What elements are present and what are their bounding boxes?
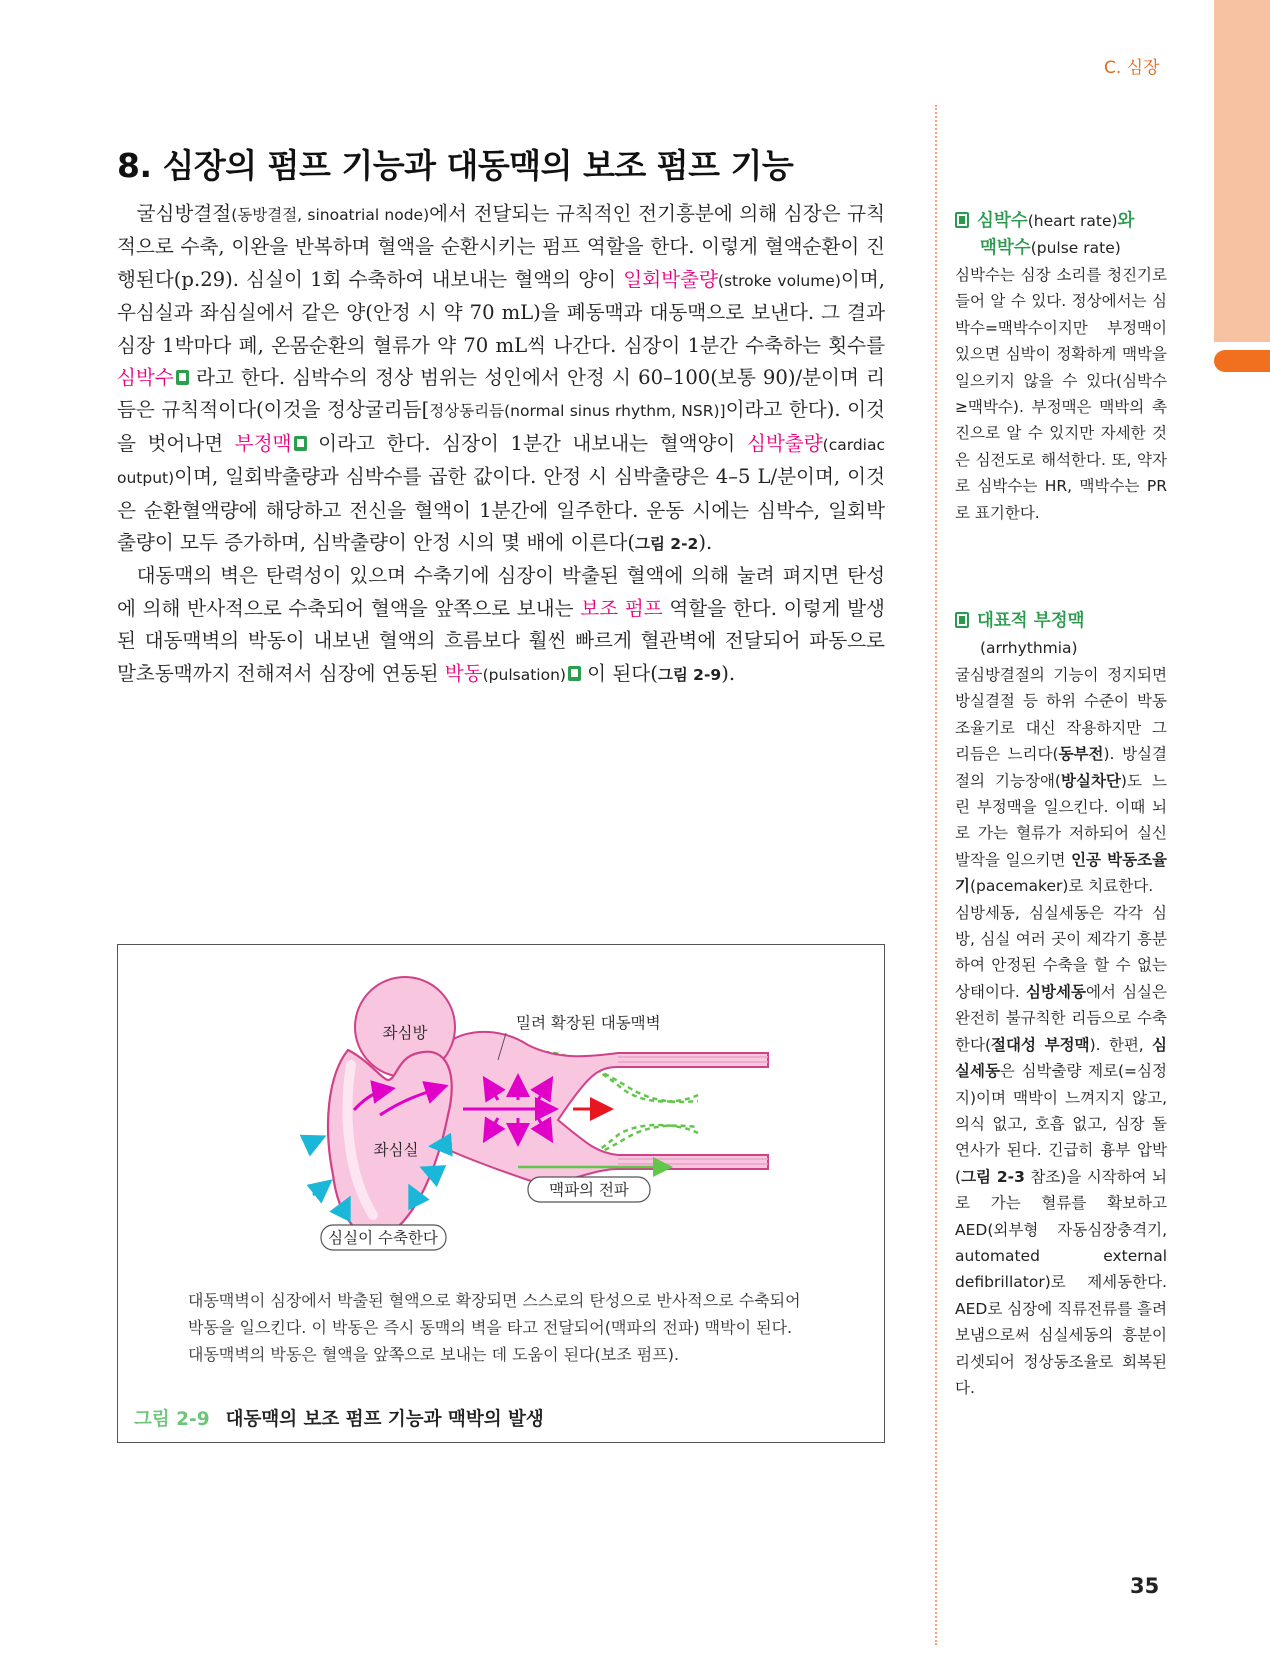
note-icon: [955, 212, 969, 228]
side-note-body: 심방세동, 심실세동은 각각 심방, 심실 여러 곳이 제각기 흥분하여 안정된 수축을 할 수 없는 상태이다. 심방세동에서 심실은 완전히 불규칙한 리듬으로 수축한다(절대성 부정맥). 한편, 심실세동은 심박출량 제로(=심정지)이며 맥박이 느껴지지 않고, 의식 없고, 호흡 없고, 심장 돌연사가 된다. 긴급히 흉부 압박(그림 2-3 참조)을 시작하여 뇌로 가는 혈류를 확보하고 AED(외부형 자동심장충격기, automated external defibrillator)로 제세동한다. AED로 심장에 직류전류를 흘려보냄으로써 심실세동의 흥분이 리셋되어 정상동조율로 회복된다.: [955, 903, 1168, 1397]
label-pulse-wave: 맥파의 전파: [549, 1181, 629, 1199]
main-body-text: [117, 198, 885, 691]
note-icon: [955, 612, 969, 628]
term-stroke-volume: 일회박출량: [623, 267, 718, 291]
figure-2-9: [117, 944, 885, 1443]
note-icon: [176, 370, 189, 385]
term-pulsation: 박동: [444, 661, 483, 685]
side-note-heart-rate: 심박수(heart rate)와 맥박수(pulse rate) 심박수는 심장 소리를 청진기로 들어 알 수 있다. 정상에서는 심박수=맥박수이지만 부정맥이 있으면 심박이 정확하게 맥박을 일으키지 않을 수 있다(심박수≥맥박수). 부정맥은 맥박의 촉진으로 알 수 있지만 자세한 것은 심전도로 해석한다. 또, 약자로 심박수는 HR, 맥박수는 PR로 표기한다.: [955, 208, 1167, 526]
figure-caption: 대동맥벽이 심장에서 박출된 혈액으로 확장되면 스스로의 탄성으로 반사적으로 수축되어 박동을 일으킨다. 이 박동은 즉시 동맥의 벽을 타고 전달되어(맥파의 전파) 맥박이 된다. 대동맥벽의 박동은 혈액을 앞쪽으로 보내는 데 도움이 된다(보조 펌프).: [188, 1291, 801, 1364]
paragraph-2: 대동맥의 벽은 탄력성이 있으며 수축기에 심장이 박출된 혈액에 의해 눌려 펴지면 탄성에 의해 반사적으로 수축되어 혈액을 앞쪽으로 보내는 보조 펌프 역할을 한다. 이렇게 발생된 대동맥벽의 박동이 내보낸 혈액의 흐름보다 훨씬 빠르게 혈관벽에 전달되어 파동으로 말초동맥까지 전해져서 심장에 연동된 박동(pulsation) 이 된다(그림 2-9).: [117, 564, 885, 685]
chapter-tab: [1214, 0, 1270, 342]
paragraph-1: 굴심방결절(동방결절, sinoatrial node)에서 전달되는 규칙적인 전기흥분에 의해 심장은 규칙적으로 수축, 이완을 반복하며 혈액을 순환시키는 펌프 역할을 한다. 이렇게 혈액순환이 진행된다(p.29). 심실이 1회 수축하여 내보내는 혈액의 양이 일회박출량(stroke volume)이며, 우심실과 좌심실에서 같은 양(안정 시 약 70 mL)을 폐동맥과 대동맥으로 보낸다. 그 결과 심장 1박마다 폐, 온몸순환의 혈류가 약 70 mL씩 나간다. 심장이 1분간 수축하는 횟수를 심박수 라고 한다. 심박수의 정상 범위는 성인에서 안정 시 60–100(보통 90)/분이며 리듬은 규칙적이다(이것을 정상굴리듬[정상동리듬(normal sinus rhythm, NSR)]이라고 한다). 이것을 벗어나면 부정맥 이라고 한다. 심장이 1분간 내보내는 혈액양이 심박출량(cardiac output)이며, 일회박출량과 심박수를 곱한 값이다. 안정 시 심박출량은 4–5 L/분이며, 이것은 순환혈액량에 해당하고 전신을 혈액이 1분간에 일주한다. 운동 시에는 심박수, 일회박출량이 모두 증가하며, 심박출량이 안정 시의 몇 배에 이른다(그림 2-2).: [117, 202, 886, 555]
section-title: 8. 심장의 펌프 기능과 대동맥의 보조 펌프 기능: [117, 146, 794, 185]
label-left-atrium: 좌심방: [382, 1024, 428, 1042]
label-left-ventricle: 좌심실: [373, 1141, 419, 1159]
label-ventricle-contracts: 심실이 수축한다: [328, 1229, 438, 1247]
note-icon: [294, 436, 307, 451]
column-divider: [935, 105, 937, 1645]
label-dilated-wall: 밀려 확장된 대동맥벽: [516, 1014, 661, 1032]
side-note-body: 심박수는 심장 소리를 청진기로 들어 알 수 있다. 정상에서는 심박수=맥박수이지만 부정맥이 있으면 심박이 정확하게 맥박을 일으키지 않을 수 있다(심박수≥맥박수). 부정맥은 맥박의 촉진으로 알 수 있지만 자세한 것은 심전도로 해석한다. 또, 약자로 심박수는 HR, 맥박수는 PR로 표기한다.: [955, 266, 1167, 522]
term-auxiliary-pump: 보조 펌프: [580, 596, 663, 620]
term-heart-rate: 심박수: [117, 366, 174, 390]
figure-number: 그림 2-9: [134, 1409, 210, 1430]
side-note-arrhythmia: 대표적 부정맥 (arrhythmia) 굴심방결절의 기능이 정지되면 방실결절 등 하위 수준이 박동조율기로 대신 작용하지만 그 리듬은 느리다(동부전). 방실결절의 기능장애(방실차단)도 느린 부정맥을 일으킨다. 이때 뇌로 가는 혈류가 저하되어 실신 발작을 일으키면 인공 박동조율기(pacemaker)로 치료한다. 심방세동, 심실세동은 각각 심방, 심실 여러 곳이 제각기 흥분하여 안정된 수축을 할 수 없는 상태이다. 심방세동에서 심실은 완전히 불규칙한 리듬으로 수축한다(절대성 부정맥). 한편, 심실세동은 심박출량 제로(=심정지)이며 맥박이 느껴지지 않고, 의식 없고, 호흡 없고, 심장 돌연사가 된다. 긴급히 흉부 압박(그림 2-3 참조)을 시작하여 뇌로 가는 혈류를 확보하고 AED(외부형 자동심장충격기, automated external defibrillator)로 제세동한다. AED로 심장에 직류전류를 흘려보냄으로써 심실세동의 흥분이 리셋되어 정상동조율로 회복된다.: [955, 608, 1167, 1401]
term-arrhythmia: 부정맥: [234, 431, 292, 455]
chapter-tab-marker: [1214, 350, 1270, 372]
figure-title: 그림 2-9 대동맥의 보조 펌프 기능과 맥박의 발생: [134, 1409, 544, 1430]
page-number: 35: [1130, 1574, 1160, 1598]
figure-reference[interactable]: 그림 2-9: [657, 665, 722, 684]
aorta: [428, 1032, 768, 1183]
note-icon: [568, 666, 581, 681]
figure-reference[interactable]: 그림 2-2: [634, 535, 699, 554]
side-note-body: 굴심방결절의 기능이 정지되면 방실결절 등 하위 수준이 박동조율기로 대신 작용하지만 그 리듬은 느리다(동부전). 방실결절의 기능장애(방실차단)도 느린 부정맥을 일으킨다. 이때 뇌로 가는 혈류가 저하되어 실신 발작을 일으키면 인공 박동조율기(pacemaker)로 치료한다.: [955, 666, 1167, 896]
term-cardiac-output: 심박출량: [746, 431, 823, 455]
running-header: C. 심장: [1104, 58, 1160, 78]
